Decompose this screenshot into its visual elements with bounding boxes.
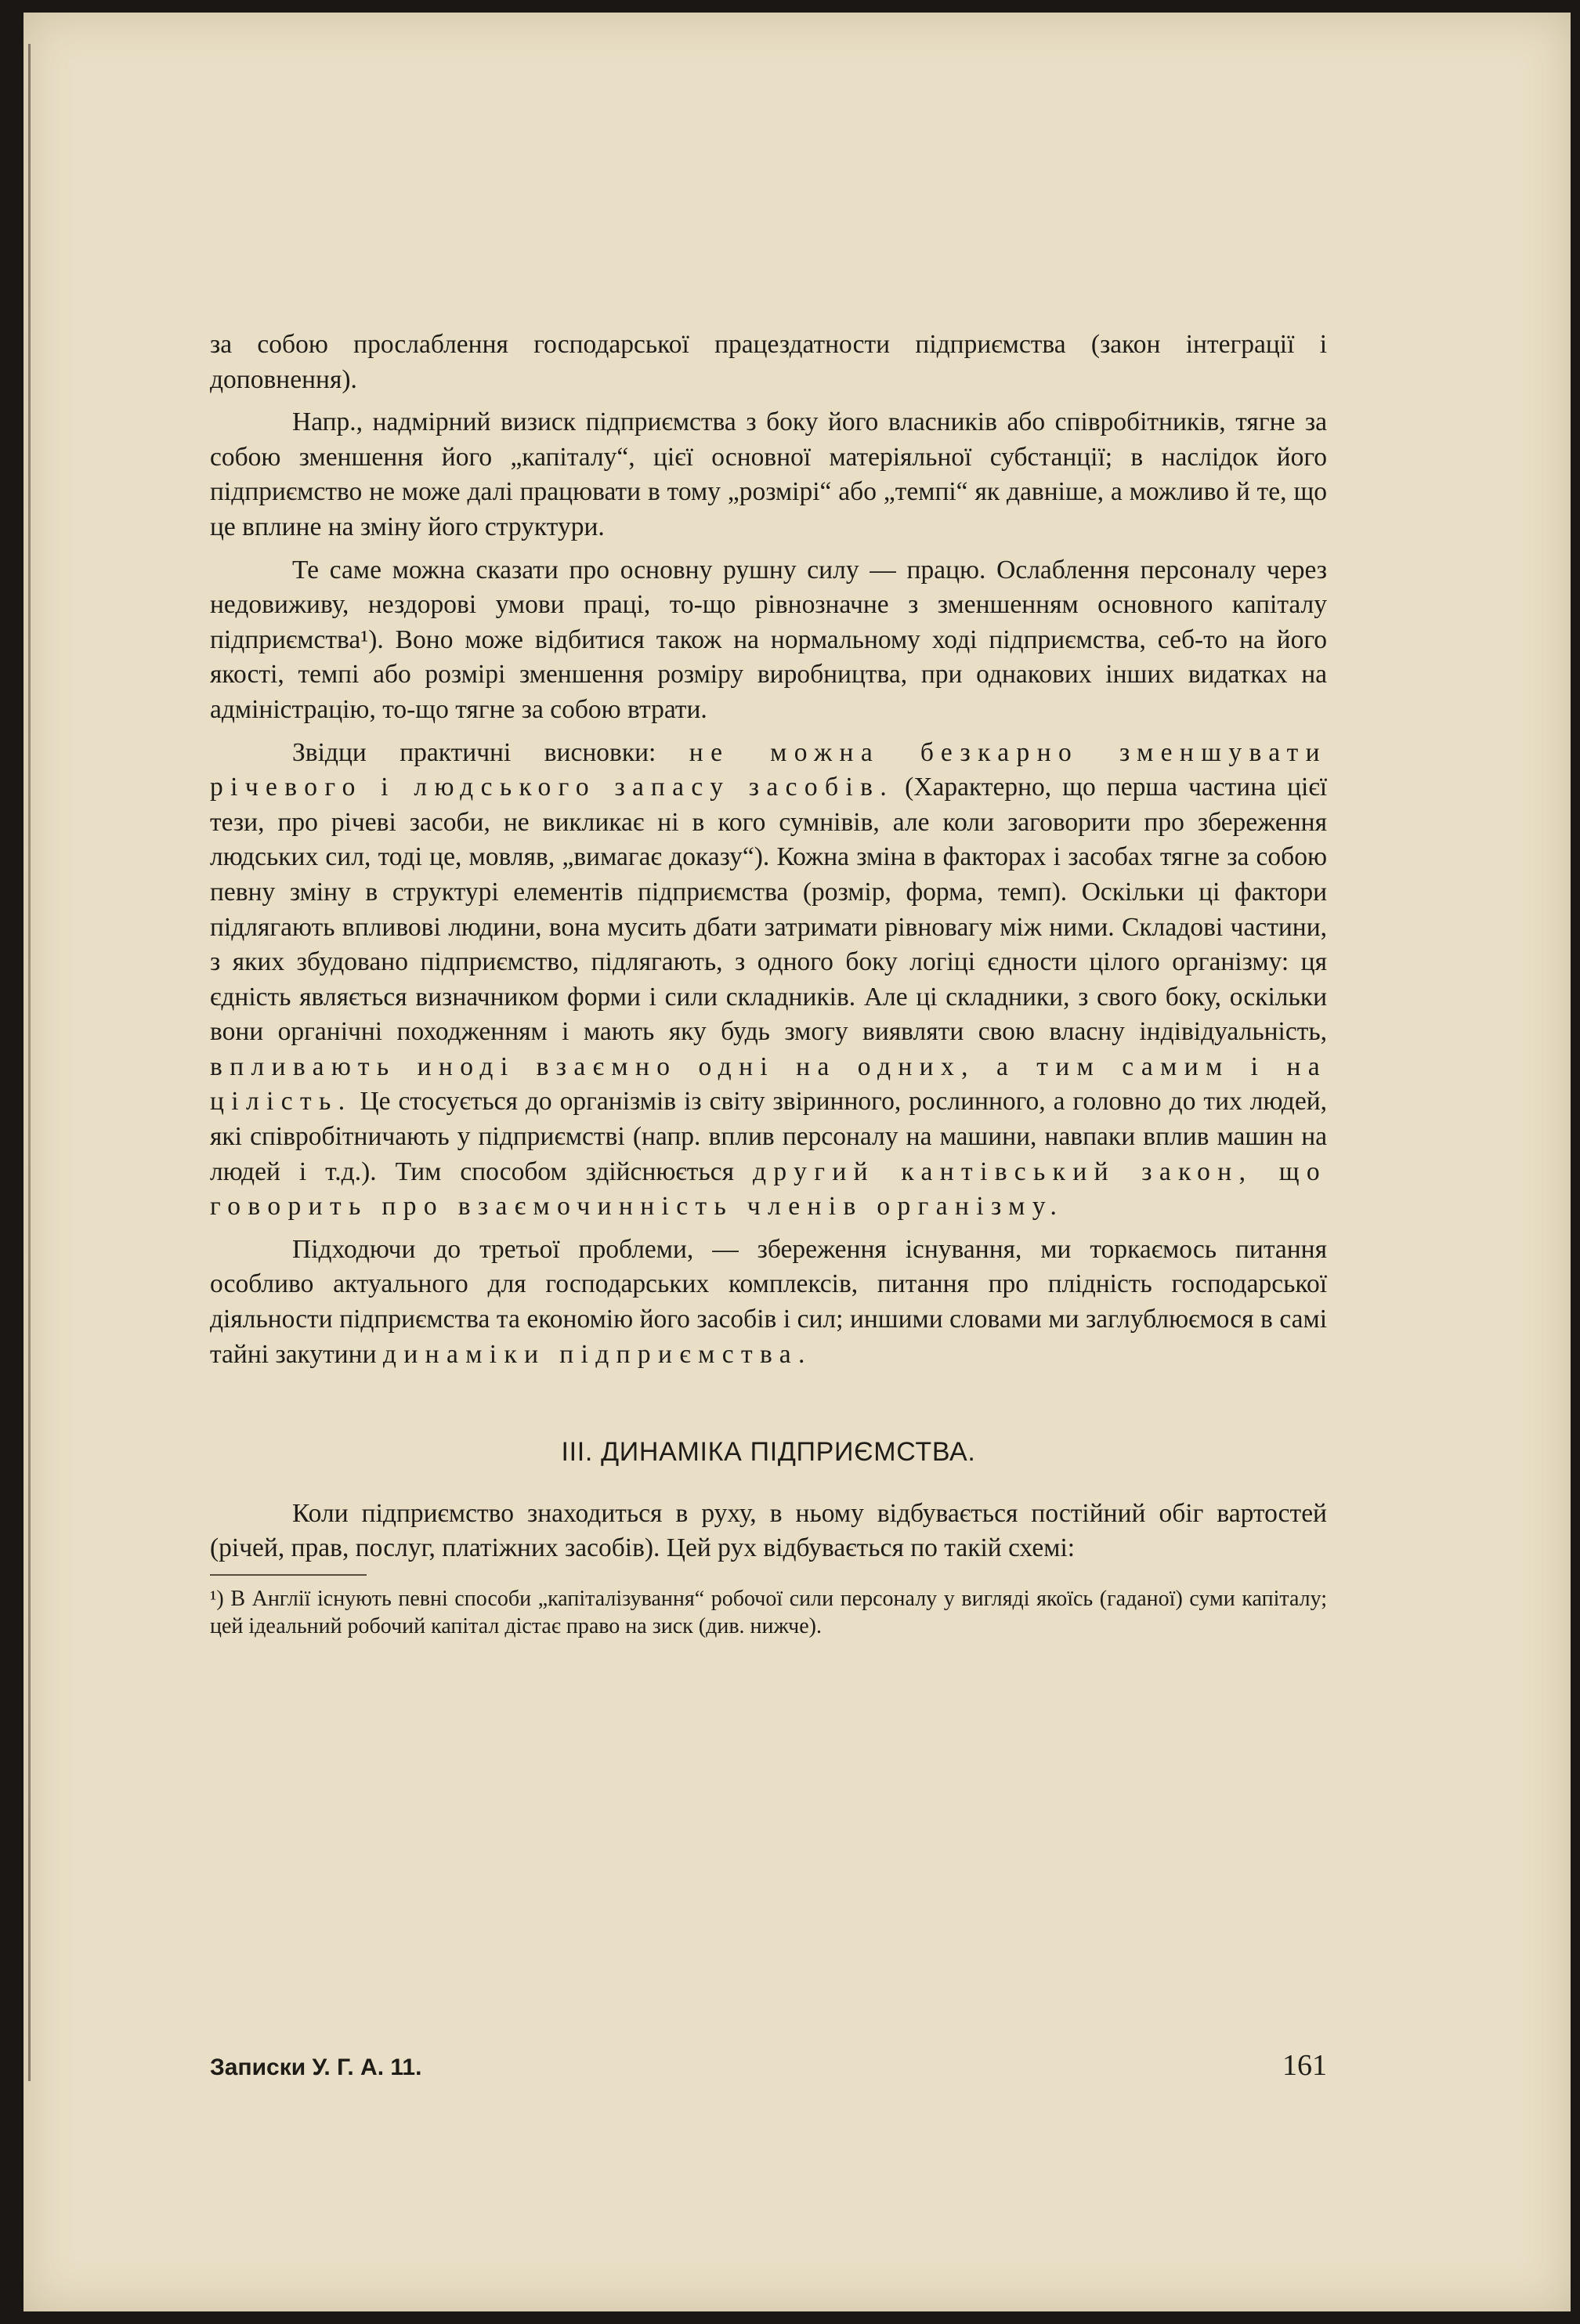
text-run: Звідци практичні висновки: — [292, 737, 689, 767]
journal-title: Записки У. Г. А. 11. — [210, 2054, 422, 2080]
spaced-emphasis: динаміки підприємства. — [382, 1339, 812, 1369]
paragraph-1 — [210, 328, 1327, 397]
paragraph-after-heading: Коли підприємство знаходиться в руху, в ньому відбувається постійний обіг вартостей (річей, прав, послуг, платіжних засобів). Цей рух відбувається по такій схемі: — [210, 1498, 1327, 1563]
text-run: Напр., надмірний визиск підприємства з боку його власників або співробітників, тягне за собою зменшення його „капіталу“, цієї основної матеріяльної субстанції; в наслідок його підприємство не може далі працювати в тому „розмірі“ або „темпі“ як давніше, а можливо й те, що це вплине на зміну його структури. — [210, 407, 1327, 541]
book-page — [24, 13, 1571, 2311]
paragraphs — [210, 328, 1327, 1372]
footnote: ¹) В Англії існують певні способи „капіталізування“ робочої сили персоналу у вигляді якоїсь (гаданої) суми капіталу; цей ідеальний робочий капітал дістає право на зиск (див. нижче). — [210, 1587, 1327, 1638]
text-run: Це стосується до організмів із світу звіринного, рослинного, а головно до тих людей, які співробітничають у підприємстві (напр. вплив персоналу на машини, навпаки вплив машин на людей і т.д.). Тим способом здійснюється — [210, 1087, 1327, 1186]
text-run: Те саме можна сказати про основну рушну силу — працю. Ослаблення персоналу через недовиживу, нездорові умови праці, то-що рівнозначне з зменшенням основного капіталу підприємства¹). Воно може відбитися також на нормальному ході підприємства, себ-то на його якості, темпі або розмірі зменшення розміру виробництва, при однакових інших видатках на адміністрацію, то-що тягне за собою втрати. — [210, 555, 1327, 724]
paragraph-2 — [210, 405, 1327, 545]
spaced-emphasis: не можна безкарно зменшувати річевого і людського запасу засобів. — [210, 737, 1327, 802]
footnote-rule — [210, 1574, 367, 1576]
text-run: Підходючи до третьої проблеми, — збереження існування, ми торкаємось питання особливо актуального для господарських комплексів, питання про плідність господарської діяльности підприємства та економію його засобів і сил; иншими словами ми заглублюємося в самі тайні закутини — [210, 1234, 1327, 1369]
spaced-emphasis: другий кантівський закон, що говорить про взаємочинність членів організму. — [210, 1157, 1327, 1222]
text-run: за собою прослаблення господарської працездатности підприємства (закон інтеграції і доповнення). — [210, 330, 1327, 394]
paragraph-3 — [210, 553, 1327, 728]
body-text — [210, 328, 1327, 1648]
text-run: (Характерно, що перша частина цієї тези, про річеві засоби, не викликає ні в кого сумнівів, але коли заговорити про збереження людських сил, тоді це, мовляв, „вимагає доказу“). Кожна зміна в факторах і засобах тягне за собою певну зміну в структурі елементів підприємства (розмір, форма, темп). Оскільки ці фактори підлягають впливові людини, вона мусить дбати затримати рівновагу між ними. Складові частини, з яких збудовано підприємство, підлягають, з одного боку логіці єдности цілого організму: ця єдність являється визначником форми і сили складників. Але ці складники, з свого боку, оскільки вони органічні походженням і мають яку будь змогу виявляти свою власну індівідуальність, — [210, 773, 1328, 1047]
page-footer — [210, 2048, 1327, 2083]
page-number: 161 — [1282, 2049, 1327, 2082]
section-heading: III. ДИНАМІКА ПІДПРИЄМСТВА. — [561, 1437, 976, 1468]
binding-edge — [28, 44, 31, 2081]
paragraph-4 — [210, 736, 1327, 1225]
spaced-emphasis: впливають иноді взаємно одні на одних, а тим самим і на цілість. — [210, 1052, 1327, 1117]
paragraph-5 — [210, 1233, 1327, 1372]
